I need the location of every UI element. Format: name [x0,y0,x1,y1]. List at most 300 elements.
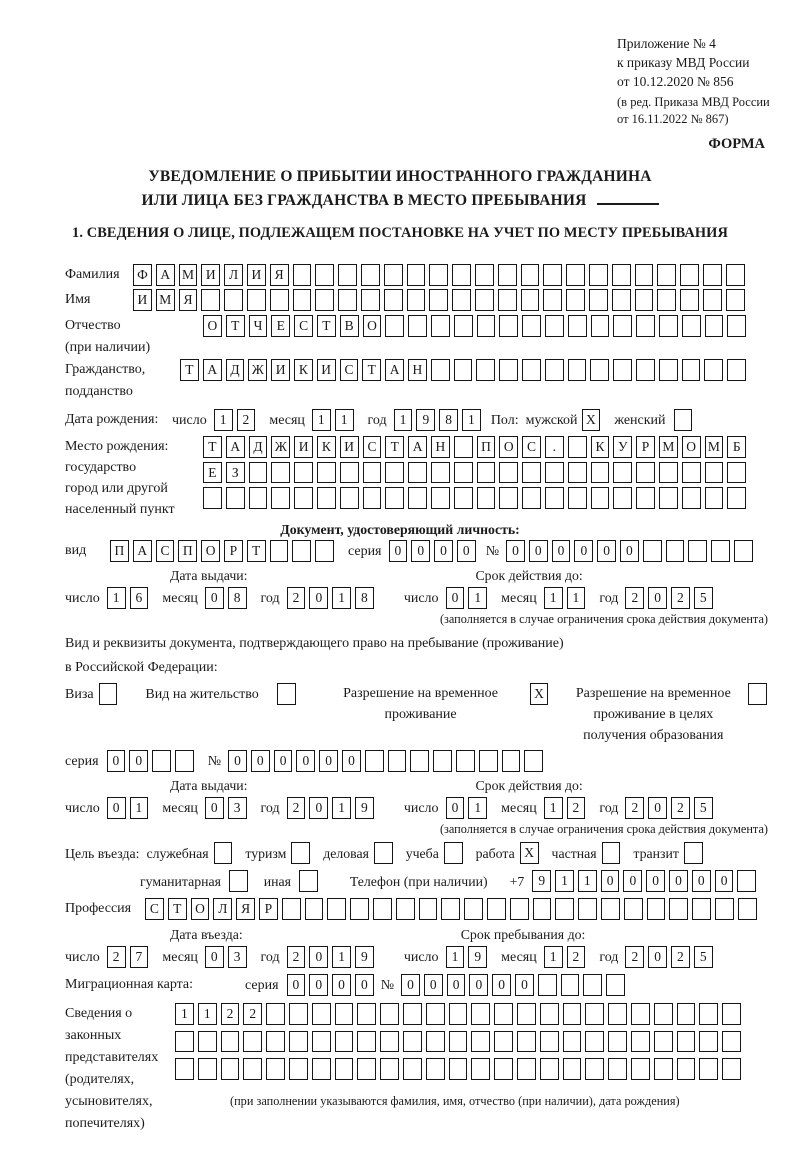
char-cell[interactable] [243,1058,262,1080]
char-cell[interactable] [499,315,518,337]
char-cell[interactable] [385,487,404,509]
char-cell[interactable]: 0 [342,750,361,772]
char-cell[interactable] [419,898,438,920]
char-cell[interactable] [566,289,585,311]
char-cell[interactable]: О [499,436,518,458]
char-cell[interactable]: А [156,264,175,286]
char-cell[interactable] [335,1058,354,1080]
char-cell[interactable] [517,1058,536,1080]
char-cell[interactable]: 0 [648,797,667,819]
char-cell[interactable] [583,974,602,996]
char-cell[interactable]: 1 [312,409,331,431]
char-cell[interactable] [271,487,290,509]
char-cell[interactable]: Р [636,436,655,458]
char-cell[interactable] [266,1031,285,1053]
char-cell[interactable] [294,487,313,509]
char-cell[interactable]: 1 [468,587,487,609]
char-cell[interactable] [338,289,357,311]
char-cell[interactable] [589,289,608,311]
char-cell[interactable] [454,487,473,509]
char-cell[interactable]: 0 [389,540,408,562]
char-cell[interactable] [613,359,632,381]
char-cell[interactable]: 0 [669,870,688,892]
char-cell[interactable] [524,750,543,772]
char-cell[interactable] [612,264,631,286]
char-cell[interactable] [545,315,564,337]
char-cell[interactable]: Р [224,540,243,562]
char-cell[interactable]: М [659,436,678,458]
char-cell[interactable] [602,842,621,864]
char-cell[interactable] [365,750,384,772]
char-cell[interactable]: 1 [198,1003,217,1025]
char-cell[interactable] [688,540,707,562]
char-cell[interactable] [540,1058,559,1080]
char-cell[interactable] [715,898,734,920]
char-cell[interactable] [680,289,699,311]
char-cell[interactable]: 0 [274,750,293,772]
char-cell[interactable] [590,359,609,381]
char-cell[interactable]: 0 [309,974,328,996]
char-cell[interactable]: 2 [567,946,586,968]
char-cell[interactable]: 0 [424,974,443,996]
char-cell[interactable]: Т [362,359,381,381]
char-cell[interactable] [410,750,429,772]
char-cell[interactable] [449,1058,468,1080]
char-cell[interactable] [277,683,296,705]
char-cell[interactable] [357,1003,376,1025]
char-cell[interactable] [335,1003,354,1025]
char-cell[interactable]: 0 [646,870,665,892]
char-cell[interactable] [293,289,312,311]
char-cell[interactable] [635,264,654,286]
char-cell[interactable] [289,1003,308,1025]
char-cell[interactable]: И [317,359,336,381]
char-cell[interactable]: 2 [671,587,690,609]
char-cell[interactable]: 0 [446,587,465,609]
char-cell[interactable] [340,462,359,484]
char-cell[interactable]: 0 [205,946,224,968]
char-cell[interactable]: 0 [506,540,525,562]
char-cell[interactable]: К [591,436,610,458]
char-cell[interactable] [522,462,541,484]
char-cell[interactable] [293,264,312,286]
char-cell[interactable]: Я [179,289,198,311]
char-cell[interactable]: Н [408,359,427,381]
char-cell[interactable]: О [191,898,210,920]
char-cell[interactable] [540,1003,559,1025]
char-cell[interactable] [677,1031,696,1053]
char-cell[interactable] [684,842,703,864]
char-cell[interactable]: 0 [107,797,126,819]
char-cell[interactable] [612,289,631,311]
char-cell[interactable]: 1 [544,946,563,968]
char-cell[interactable] [385,462,404,484]
char-cell[interactable] [677,1003,696,1025]
char-cell[interactable] [249,462,268,484]
char-cell[interactable] [631,1003,650,1025]
char-cell[interactable]: X [530,683,549,705]
char-cell[interactable]: 0 [692,870,711,892]
char-cell[interactable] [727,462,746,484]
char-cell[interactable]: 2 [221,1003,240,1025]
char-cell[interactable] [517,1031,536,1053]
char-cell[interactable] [327,898,346,920]
char-cell[interactable] [380,1003,399,1025]
char-cell[interactable]: Т [180,359,199,381]
char-cell[interactable] [601,898,620,920]
char-cell[interactable] [545,487,564,509]
char-cell[interactable]: 8 [228,587,247,609]
char-cell[interactable] [722,1031,741,1053]
char-cell[interactable] [315,264,334,286]
char-cell[interactable] [543,289,562,311]
char-cell[interactable] [636,487,655,509]
char-cell[interactable] [613,462,632,484]
char-cell[interactable]: Т [226,315,245,337]
char-cell[interactable] [289,1058,308,1080]
char-cell[interactable]: 0 [648,946,667,968]
char-cell[interactable] [247,289,266,311]
char-cell[interactable] [291,842,310,864]
char-cell[interactable] [737,870,756,892]
char-cell[interactable] [431,462,450,484]
char-cell[interactable]: 0 [529,540,548,562]
char-cell[interactable] [494,1003,513,1025]
char-cell[interactable]: 1 [462,409,481,431]
char-cell[interactable] [705,462,724,484]
char-cell[interactable]: 2 [671,797,690,819]
char-cell[interactable]: . [545,436,564,458]
char-cell[interactable]: С [145,898,164,920]
char-cell[interactable] [271,462,290,484]
char-cell[interactable]: 1 [567,587,586,609]
char-cell[interactable] [591,462,610,484]
char-cell[interactable] [545,462,564,484]
char-cell[interactable] [214,842,233,864]
char-cell[interactable]: 1 [555,870,574,892]
char-cell[interactable]: 0 [309,587,328,609]
char-cell[interactable] [561,974,580,996]
char-cell[interactable] [198,1031,217,1053]
char-cell[interactable]: 0 [332,974,351,996]
char-cell[interactable]: П [477,436,496,458]
char-cell[interactable]: 1 [446,946,465,968]
char-cell[interactable] [563,1031,582,1053]
char-cell[interactable] [456,750,475,772]
char-cell[interactable]: Е [271,315,290,337]
char-cell[interactable]: Б [727,436,746,458]
char-cell[interactable] [703,289,722,311]
char-cell[interactable] [635,289,654,311]
char-cell[interactable]: Д [226,359,245,381]
char-cell[interactable] [475,289,494,311]
char-cell[interactable] [471,1031,490,1053]
char-cell[interactable] [312,1031,331,1053]
char-cell[interactable]: 9 [468,946,487,968]
char-cell[interactable] [408,462,427,484]
char-cell[interactable] [403,1058,422,1080]
char-cell[interactable] [454,436,473,458]
char-cell[interactable] [654,1031,673,1053]
char-cell[interactable]: 0 [401,974,420,996]
char-cell[interactable] [452,264,471,286]
char-cell[interactable] [299,870,318,892]
char-cell[interactable]: 1 [107,587,126,609]
char-cell[interactable]: 2 [287,946,306,968]
char-cell[interactable]: Ж [248,359,267,381]
char-cell[interactable] [270,540,289,562]
char-cell[interactable] [704,359,723,381]
char-cell[interactable]: 0 [492,974,511,996]
char-cell[interactable]: Л [224,264,243,286]
char-cell[interactable] [229,870,248,892]
char-cell[interactable] [373,898,392,920]
char-cell[interactable]: 1 [332,946,351,968]
char-cell[interactable] [538,974,557,996]
char-cell[interactable] [499,487,518,509]
char-cell[interactable] [444,842,463,864]
char-cell[interactable]: П [110,540,129,562]
char-cell[interactable]: 2 [625,587,644,609]
char-cell[interactable] [699,1031,718,1053]
char-cell[interactable] [221,1058,240,1080]
char-cell[interactable] [568,315,587,337]
char-cell[interactable] [396,898,415,920]
char-cell[interactable]: 5 [694,587,713,609]
char-cell[interactable]: С [522,436,541,458]
char-cell[interactable] [499,462,518,484]
char-cell[interactable] [727,359,746,381]
char-cell[interactable] [317,462,336,484]
char-cell[interactable]: 1 [175,1003,194,1025]
char-cell[interactable]: 9 [532,870,551,892]
char-cell[interactable] [563,1003,582,1025]
char-cell[interactable] [431,359,450,381]
char-cell[interactable]: 0 [469,974,488,996]
char-cell[interactable]: С [363,436,382,458]
char-cell[interactable] [454,462,473,484]
char-cell[interactable] [722,1058,741,1080]
char-cell[interactable] [499,359,518,381]
char-cell[interactable]: 3 [228,797,247,819]
char-cell[interactable] [317,487,336,509]
char-cell[interactable]: 1 [214,409,233,431]
char-cell[interactable]: 1 [332,587,351,609]
char-cell[interactable] [388,750,407,772]
char-cell[interactable] [426,1031,445,1053]
char-cell[interactable]: О [363,315,382,337]
char-cell[interactable]: 2 [107,946,126,968]
char-cell[interactable] [643,540,662,562]
char-cell[interactable] [608,1003,627,1025]
char-cell[interactable]: У [613,436,632,458]
char-cell[interactable]: 0 [597,540,616,562]
char-cell[interactable]: 0 [251,750,270,772]
char-cell[interactable]: К [294,359,313,381]
char-cell[interactable]: И [133,289,152,311]
char-cell[interactable] [335,1031,354,1053]
char-cell[interactable] [312,1003,331,1025]
char-cell[interactable] [631,1058,650,1080]
char-cell[interactable] [517,1003,536,1025]
char-cell[interactable] [338,264,357,286]
char-cell[interactable] [282,898,301,920]
char-cell[interactable] [705,487,724,509]
char-cell[interactable] [657,264,676,286]
char-cell[interactable] [403,1031,422,1053]
char-cell[interactable] [502,750,521,772]
char-cell[interactable]: Н [431,436,450,458]
char-cell[interactable]: 2 [287,587,306,609]
char-cell[interactable]: Т [317,315,336,337]
char-cell[interactable]: Ж [271,436,290,458]
char-cell[interactable]: А [408,436,427,458]
char-cell[interactable]: 0 [129,750,148,772]
char-cell[interactable]: Ф [133,264,152,286]
char-cell[interactable]: 2 [567,797,586,819]
char-cell[interactable] [363,462,382,484]
char-cell[interactable] [703,264,722,286]
char-cell[interactable] [726,289,745,311]
char-cell[interactable]: И [340,436,359,458]
char-cell[interactable] [431,315,450,337]
char-cell[interactable]: Е [203,462,222,484]
char-cell[interactable]: 0 [620,540,639,562]
char-cell[interactable] [608,1058,627,1080]
char-cell[interactable] [452,289,471,311]
char-cell[interactable]: Д [249,436,268,458]
char-cell[interactable] [312,1058,331,1080]
char-cell[interactable]: 0 [434,540,453,562]
char-cell[interactable] [699,1003,718,1025]
char-cell[interactable] [657,289,676,311]
char-cell[interactable]: А [133,540,152,562]
char-cell[interactable] [305,898,324,920]
char-cell[interactable]: 9 [355,797,374,819]
char-cell[interactable] [647,898,666,920]
char-cell[interactable] [441,898,460,920]
char-cell[interactable]: И [271,359,290,381]
char-cell[interactable]: Т [168,898,187,920]
char-cell[interactable] [407,289,426,311]
char-cell[interactable] [636,359,655,381]
char-cell[interactable] [738,898,757,920]
char-cell[interactable] [705,315,724,337]
char-cell[interactable] [374,842,393,864]
char-cell[interactable]: 8 [439,409,458,431]
char-cell[interactable] [477,462,496,484]
char-cell[interactable] [568,487,587,509]
char-cell[interactable] [680,264,699,286]
char-cell[interactable] [521,289,540,311]
char-cell[interactable] [361,264,380,286]
char-cell[interactable]: 0 [319,750,338,772]
char-cell[interactable] [674,409,693,431]
char-cell[interactable] [568,436,587,458]
char-cell[interactable] [624,898,643,920]
char-cell[interactable]: 0 [411,540,430,562]
char-cell[interactable] [426,1058,445,1080]
char-cell[interactable] [510,898,529,920]
char-cell[interactable]: 1 [544,587,563,609]
char-cell[interactable] [727,315,746,337]
char-cell[interactable]: О [203,315,222,337]
char-cell[interactable]: 1 [544,797,563,819]
char-cell[interactable]: К [317,436,336,458]
char-cell[interactable]: 0 [601,870,620,892]
char-cell[interactable] [682,315,701,337]
char-cell[interactable] [479,750,498,772]
char-cell[interactable] [494,1031,513,1053]
char-cell[interactable] [431,487,450,509]
char-cell[interactable] [385,315,404,337]
char-cell[interactable] [152,750,171,772]
char-cell[interactable] [585,1031,604,1053]
char-cell[interactable] [659,462,678,484]
char-cell[interactable] [270,289,289,311]
char-cell[interactable]: 0 [552,540,571,562]
char-cell[interactable]: 9 [355,946,374,968]
char-cell[interactable]: 0 [228,750,247,772]
char-cell[interactable]: 2 [287,797,306,819]
char-cell[interactable] [243,1031,262,1053]
char-cell[interactable]: И [294,436,313,458]
char-cell[interactable] [659,359,678,381]
char-cell[interactable] [563,1058,582,1080]
char-cell[interactable] [636,315,655,337]
char-cell[interactable]: 0 [457,540,476,562]
char-cell[interactable]: 2 [243,1003,262,1025]
char-cell[interactable] [476,359,495,381]
char-cell[interactable] [727,487,746,509]
char-cell[interactable]: И [201,264,220,286]
char-cell[interactable]: Я [236,898,255,920]
char-cell[interactable]: З [226,462,245,484]
char-cell[interactable] [175,1031,194,1053]
char-cell[interactable] [591,487,610,509]
char-cell[interactable]: О [201,540,220,562]
char-cell[interactable] [566,264,585,286]
char-cell[interactable] [666,540,685,562]
char-cell[interactable] [175,750,194,772]
char-cell[interactable] [734,540,753,562]
char-cell[interactable] [357,1058,376,1080]
char-cell[interactable] [543,264,562,286]
char-cell[interactable]: 5 [694,797,713,819]
char-cell[interactable] [226,487,245,509]
char-cell[interactable] [711,540,730,562]
char-cell[interactable] [682,359,701,381]
char-cell[interactable]: 0 [623,870,642,892]
char-cell[interactable] [589,264,608,286]
char-cell[interactable] [677,1058,696,1080]
char-cell[interactable] [357,1031,376,1053]
char-cell[interactable]: А [226,436,245,458]
char-cell[interactable] [315,540,334,562]
char-cell[interactable] [533,898,552,920]
char-cell[interactable] [363,487,382,509]
char-cell[interactable] [289,1031,308,1053]
char-cell[interactable] [631,1031,650,1053]
char-cell[interactable]: 0 [205,587,224,609]
char-cell[interactable]: 1 [332,797,351,819]
char-cell[interactable] [748,683,767,705]
char-cell[interactable]: 1 [468,797,487,819]
char-cell[interactable]: 5 [694,946,713,968]
char-cell[interactable] [454,359,473,381]
char-cell[interactable] [294,462,313,484]
char-cell[interactable]: Ч [249,315,268,337]
